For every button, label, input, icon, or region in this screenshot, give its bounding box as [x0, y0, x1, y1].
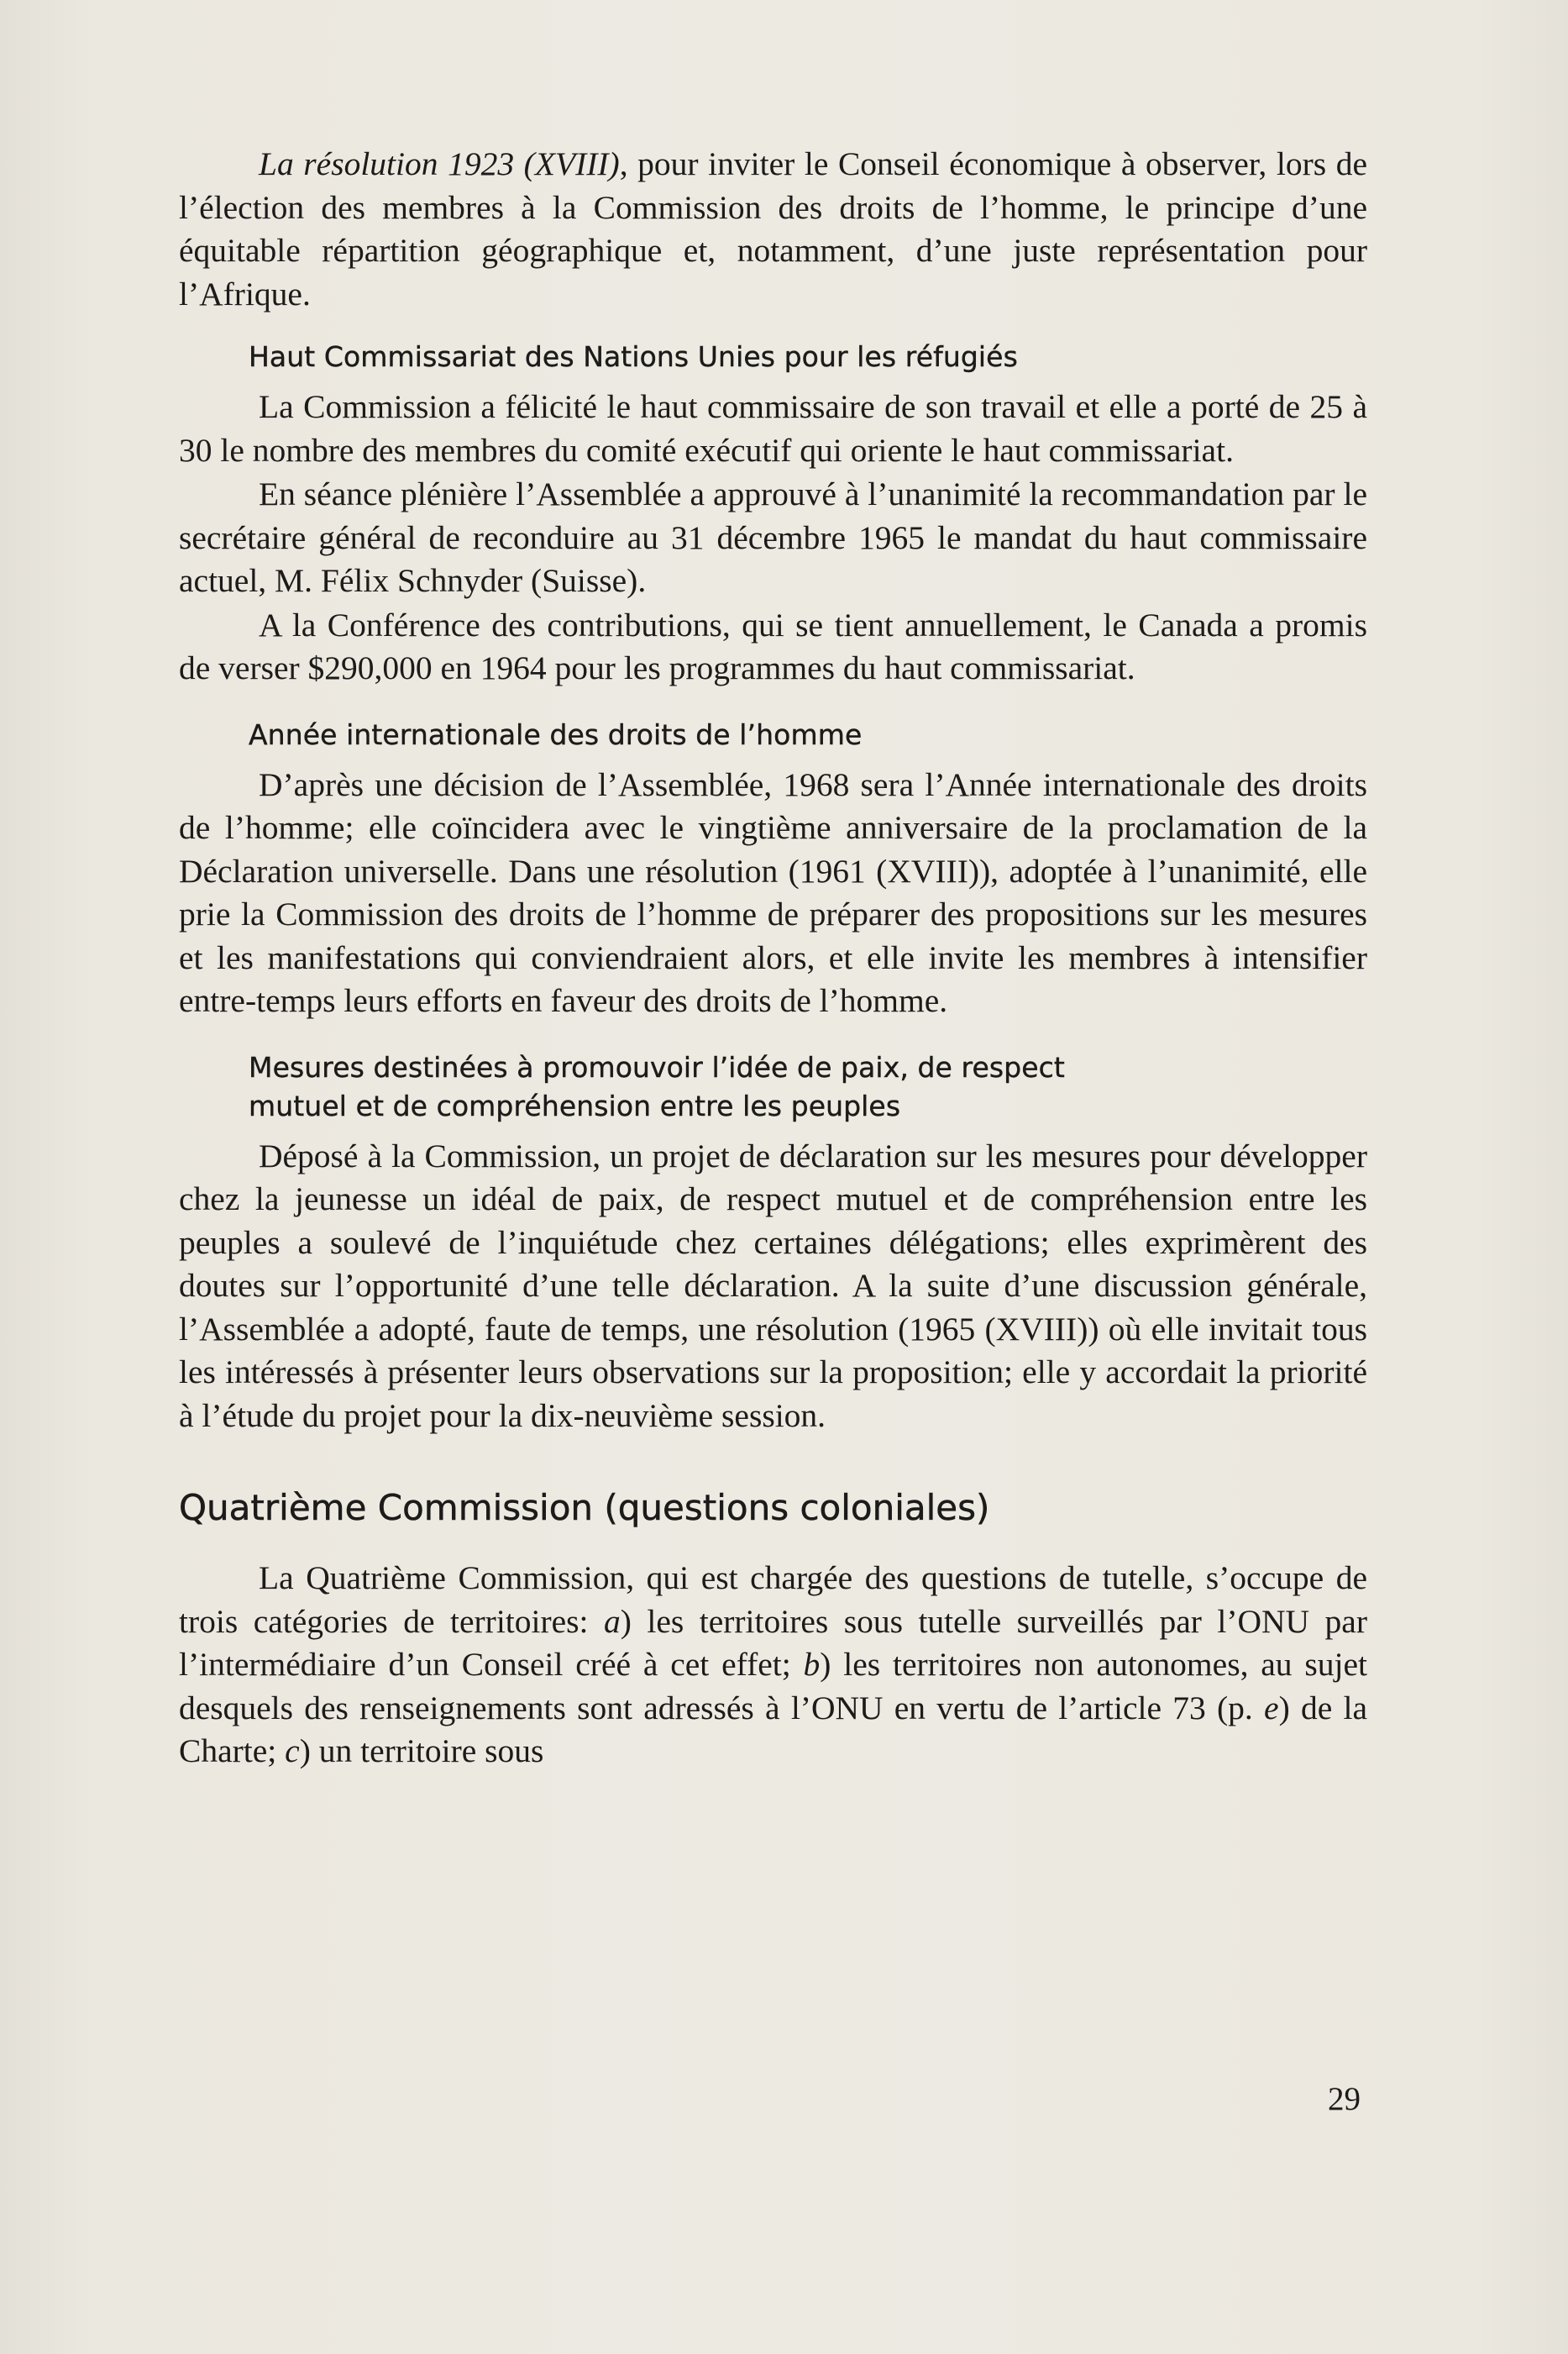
- subhead-refugees: Haut Commissariat des Nations Unies pour les réfugiés: [249, 340, 1018, 373]
- article-letter-e: e: [1264, 1689, 1279, 1726]
- paragraph-text: ) les territoires non autonomes, au sujet desquels des renseignements sont adressés à l’ONU en vertu de l’article 73 (p.: [179, 1646, 1367, 1726]
- paragraph-text: , pour inviter le Conseil économique à observer, lors de l’élection des membres à la Commission des droits de l’homme, le principe d’une équitable répartition géographique et, notamment, d’une juste représentation pour l’Afrique.: [179, 145, 1367, 313]
- paragraph-text: La Quatrième Commission, qui est chargée des questions de tutelle, s’occupe de trois catégories de territoires:: [179, 1559, 1367, 1640]
- page-number: 29: [1328, 2081, 1361, 2117]
- paragraph-text: ) les territoires sous tutelle surveillés par l’ONU par l’intermédiaire d’un Conseil créé à cet effet;: [179, 1602, 1367, 1683]
- paragraph-text: ) un territoire sous: [299, 1732, 544, 1769]
- paragraph-fourth-committee: [179, 1557, 1367, 1773]
- list-marker-b: b: [803, 1646, 821, 1683]
- body-text: [179, 143, 1367, 1774]
- paragraph-refugees-2: En séance plénière l’Assemblée a approuvé à l’unanimité la recommandation par le secrétaire général de reconduire au 31 décembre 1965 le mandat du haut commissaire actuel, M. Félix Schnyder (Suisse).: [179, 476, 1367, 599]
- paragraph-refugees-1: La Commission a félicité le haut commissaire de son travail et elle a porté de 25 à 30 le nombre des membres du comité exécutif qui oriente le haut commissariat.: [179, 388, 1367, 469]
- resolution-title: La résolution 1923 (XVIII): [259, 145, 620, 182]
- paragraph-refugees-3: A la Conférence des contributions, qui se tient annuellement, le Canada a promis de verser $290,000 en 1964 pour les programmes du haut commissariat.: [179, 606, 1367, 686]
- subhead-human-rights-year: Année internationale des droits de l’homme: [249, 717, 863, 751]
- paragraph-text: ) de la Charte;: [179, 1689, 1367, 1769]
- list-marker-c: c: [285, 1732, 300, 1769]
- paragraph-human-rights-year: D’après une décision de l’Assemblée, 1968 sera l’Année internationale des droits de l’homme; elle coïncidera avec le vingtième anniversaire de la proclamation de la Déclaration universelle. Dans une résolution (1961 (XVIII)), adoptée à l’unanimité, elle prie la Commission des droits de l’homme de préparer des propositions sur les mesures et les manifestations qui conviendraient alors, et elle invite les membres à intensifier entre-temps leurs efforts en faveur des droits de l’homme.: [179, 765, 1367, 1019]
- section-heading-fourth-committee: Quatrième Commission (questions coloniales): [179, 1487, 990, 1528]
- subhead-peace-measures: Mesures destinées à promouvoir l’idée de paix, de respect mutuel et de compréhension entre les peuples: [249, 1050, 1065, 1122]
- list-marker-a: a: [604, 1602, 621, 1640]
- paragraph-resolution-1923: [179, 143, 1367, 316]
- paragraph-peace-measures: Déposé à la Commission, un projet de déclaration sur les mesures pour développer chez la jeunesse un idéal de paix, de respect mutuel et de compréhension entre les peuples a soulevé de l’inquiétude chez certaines délégations; elles exprimèrent des doutes sur l’opportunité d’une telle déclaration. A la suite d’une discussion générale, l’Assemblée a adopté, faute de temps, une résolution (1965 (XVIII)) où elle invitait tous les intéressés à présenter leurs observations sur la proposition; elle y accordait la priorité à l’étude du projet pour la dix-neuvième session.: [179, 1137, 1367, 1434]
